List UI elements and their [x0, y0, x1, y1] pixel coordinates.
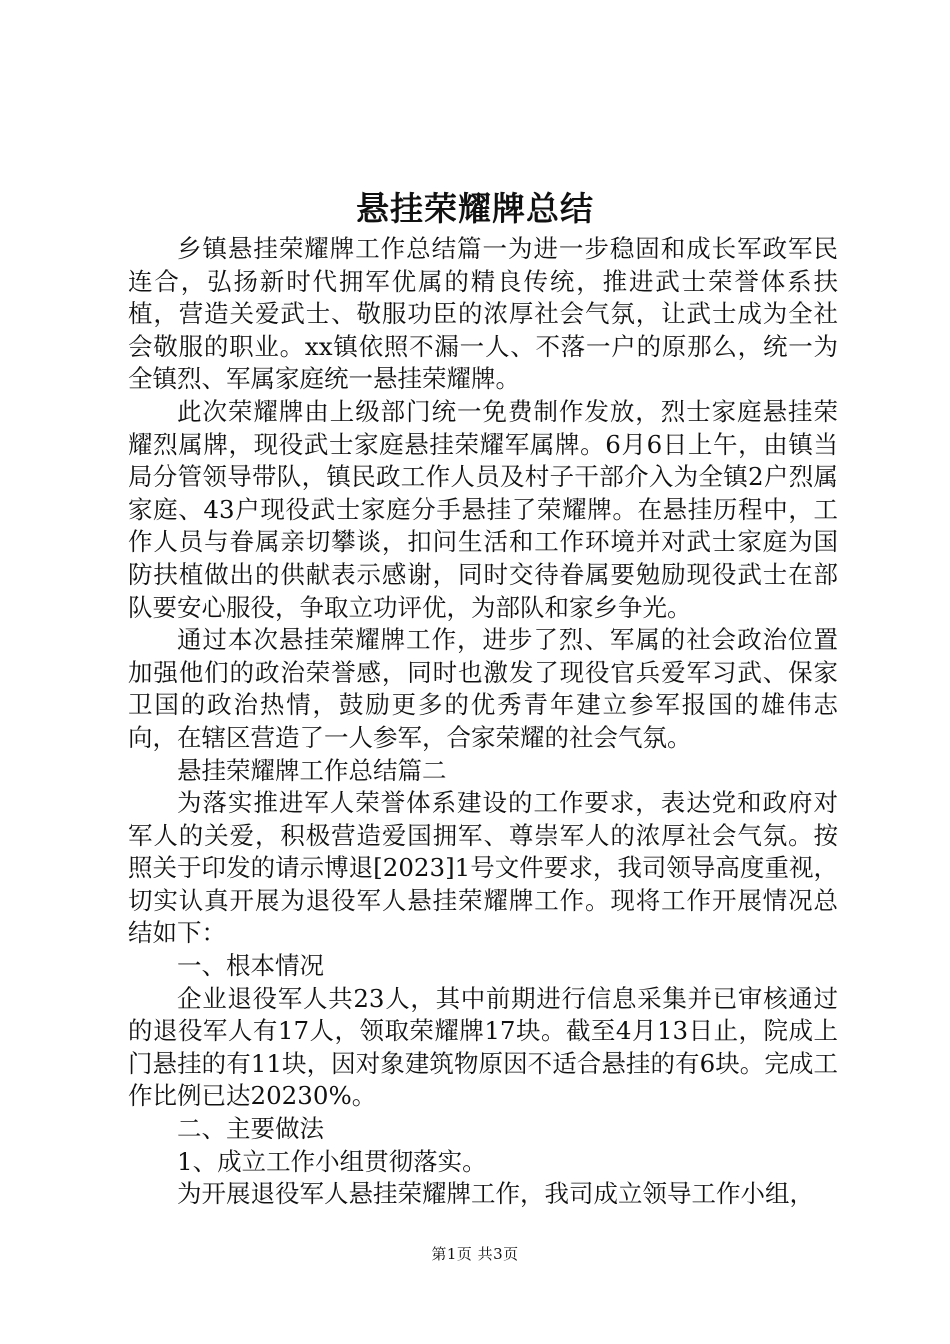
paragraph-3: 通过本次悬挂荣耀牌工作，进步了烈、军属的社会政治位置加强他们的政治荣誉感，同时也激发了现役官兵爱军习武、保家卫国的政治热情，鼓励更多的优秀青年建立参军报国的雄伟志向，在辖区营造了一人参军，合家荣耀的社会气氛。: [128, 625, 838, 752]
paragraph-5: 企业退役军人共23人，其中前期进行信息采集并已审核通过的退役军人有17人，领取荣耀牌17块。截至4月13日止，院成上门悬挂的有11块，因对象建筑物原因不适合悬挂的有6块。完成工作比例已达20230%。: [128, 983, 838, 1111]
document-body: [128, 233, 838, 1211]
paragraph-1: 乡镇悬挂荣耀牌工作总结篇一为进一步稳固和成长军政军民连合，弘扬新时代拥军优属的精良传统，推进武士荣誉体系扶植，营造关爱武士、敬服功臣的浓厚社会气氛，让武士成为全社会敬服的职业。xx镇依照不漏一人、不落一户的原那么，统一为全镇烈、军属家庭统一悬挂荣耀牌。: [128, 234, 838, 394]
paragraph-4: 为落实推进军人荣誉体系建设的工作要求，表达党和政府对军人的关爱，积极营造爱国拥军、尊崇军人的浓厚社会气氛。按照关于印发的请示博退[2023]1号文件要求，我司领导高度重视，切实认真开展为退役军人悬挂荣耀牌工作。现将工作开展情况总结如下：: [128, 788, 838, 948]
section-heading-basic-situation: 一、根本情况: [177, 951, 324, 981]
document-title: 悬挂荣耀牌总结: [356, 189, 594, 228]
section-heading-part-two: 悬挂荣耀牌工作总结篇二: [177, 755, 447, 785]
paragraph-6: 为开展退役军人悬挂荣耀牌工作，我司成立领导工作小组，: [177, 1179, 814, 1209]
subheading-1: 1、成立工作小组贯彻落实。: [177, 1146, 487, 1176]
paragraph-2: 此次荣耀牌由上级部门统一免费制作发放，烈士家庭悬挂荣耀烈属牌，现役武士家庭悬挂荣耀军属牌。6月6日上午，由镇当局分管领导带队，镇民政工作人员及村子干部介入为全镇2户烈属家庭、43户现役武士家庭分手悬挂了荣耀牌。在悬挂历程中，工作人员与眷属亲切攀谈，扣问生活和工作环境并对武士家庭为国防扶植做出的供献表示感谢，同时交待眷属要勉励现役武士在部队要安心服役，争取立功评优，为部队和家乡争光。: [128, 396, 838, 622]
section-heading-main-practices: 二、主要做法: [177, 1114, 324, 1144]
page-footer: 第1页 共3页: [431, 1245, 519, 1263]
